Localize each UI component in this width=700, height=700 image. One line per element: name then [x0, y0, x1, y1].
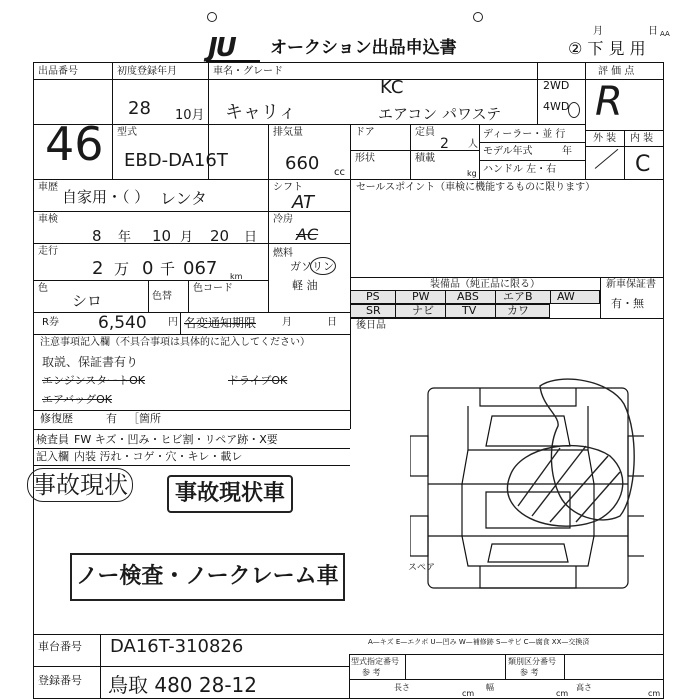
mileage-man: 2: [92, 258, 104, 279]
inspection-year: 8: [92, 227, 102, 245]
month-label: 月: [593, 26, 603, 37]
copy-label: ② 下 見 用: [568, 39, 646, 58]
repair-history-value: 有: [106, 412, 117, 425]
mileage-unit: km: [230, 272, 243, 281]
displacement-label: 排気量: [273, 127, 303, 138]
note-line-3: ドライブOK: [228, 374, 288, 387]
load-label: 積載: [415, 153, 435, 164]
type-reference-label: 参 考: [362, 668, 381, 677]
aircon-value: AC: [296, 225, 319, 244]
dealer-parallel-label: ディーラー・並 行: [483, 129, 566, 140]
registration-value: 鳥取 480 28-12: [108, 673, 258, 697]
height-unit: cm: [648, 689, 661, 698]
width-label: 幅: [486, 683, 494, 692]
warranty-value: 有・無: [611, 297, 644, 310]
model-year-unit: 年: [562, 146, 572, 157]
sales-point-label: セールスポイント（車検に機能するものに限ります）: [356, 182, 596, 193]
logo: JU: [208, 33, 235, 63]
mileage-man-unit: 万: [114, 260, 130, 278]
repair-history-place: ［箇所: [128, 412, 161, 425]
usage-label: 車歴: [38, 182, 58, 193]
fuel-gasoline-circle: [310, 257, 336, 275]
notes-label: 注意事項記入欄（不具合事項は具体的に記入してください）: [40, 337, 310, 348]
repair-history-label: 修復歴: [40, 412, 73, 425]
day-label: 日: [648, 26, 658, 37]
model-value: EBD-DA16T: [124, 150, 228, 171]
inspection-label: 車検: [38, 214, 58, 225]
inspection-month: 10: [152, 227, 172, 245]
drive-circle: [568, 102, 580, 118]
class-designation-label: 類別区分番号: [508, 657, 556, 666]
accessories-label: 後日品: [356, 320, 386, 331]
first-registration-month: 10月: [175, 108, 205, 123]
car-name: キャリィ: [225, 102, 297, 123]
equipment-ps: PS: [366, 290, 380, 303]
recycle-unit: 円: [168, 317, 178, 328]
drive-4wd: 4WD: [543, 100, 570, 113]
model-label: 型式: [117, 127, 137, 138]
doors-label: ドア: [355, 127, 375, 138]
recycle-value: 6,540: [98, 313, 147, 333]
usage-value: 自家用・（ ）: [62, 188, 150, 206]
color-code-label: 色コード: [193, 283, 233, 294]
handle-label: ハンドル 左・右: [483, 164, 557, 175]
capacity-value: 2: [440, 136, 449, 152]
accident-handwritten: 事故現状: [27, 468, 133, 502]
equipment-sr: SR: [366, 304, 381, 317]
mileage-sen-unit: 千: [160, 260, 176, 278]
warranty-label: 新車保証書: [606, 279, 656, 290]
inspection-day: 20: [210, 227, 230, 245]
class-reference-label: 参 考: [520, 668, 539, 677]
equipment-navi: ナビ: [412, 304, 434, 317]
mileage-rest: 067: [183, 258, 218, 279]
fuel-gasoline: ガソリン: [290, 260, 334, 273]
repaint-label: 色替: [152, 291, 172, 302]
aa-label: AA: [660, 30, 670, 38]
first-registration-label: 初度登録年月: [117, 66, 177, 77]
no-inspection-stamp: ノー検査・ノークレーム車: [70, 553, 345, 601]
note-line-2: エンジンスタートOK: [42, 374, 145, 387]
accident-stamp: 事故現状車: [167, 475, 293, 513]
equipment-leather: カワ: [507, 304, 529, 317]
equipment-tv: TV: [462, 304, 477, 317]
first-registration-year: 28: [128, 98, 151, 119]
registration-label: 登録番号: [38, 674, 82, 687]
displacement-value: 660: [285, 153, 320, 174]
name-change-day: 日: [327, 317, 337, 328]
car-name-label: 車名・グレード: [213, 66, 283, 77]
spare-label: スペア: [408, 563, 436, 573]
length-unit: cm: [462, 689, 475, 698]
model-year-label: モデル年式: [483, 146, 533, 157]
inspection-month-unit: 月: [180, 230, 194, 245]
punch-hole-left: [207, 12, 217, 22]
inspection-day-unit: 日: [244, 230, 258, 245]
fuel-light-oil: 軽 油: [292, 279, 318, 292]
equipment-abs: ABS: [457, 290, 479, 303]
lot-number: 46: [45, 117, 104, 171]
equipment-label: 装備品（純正品に限る）: [430, 279, 540, 290]
inspector-line-1: FW キズ・凹み・ヒビ割・リペア跡・X要: [74, 433, 278, 446]
type-designation-label: 型式指定番号: [351, 657, 399, 666]
shift-label: シフト: [273, 182, 303, 193]
entry-label: 記入欄: [36, 450, 69, 463]
equipment-pw: PW: [412, 290, 430, 303]
inspector-label: 検査員: [36, 433, 69, 446]
rating-label: 評 価 点: [598, 66, 635, 77]
height-label: 高さ: [576, 683, 592, 692]
rating-value: R: [595, 79, 623, 125]
load-unit: kg: [467, 169, 477, 178]
mileage-label: 走行: [38, 246, 58, 257]
exterior-label: 外 装: [593, 133, 617, 144]
shape-label: 形状: [355, 153, 375, 164]
length-label: 長さ: [394, 683, 410, 692]
punch-hole-right: [473, 12, 483, 22]
car-grade: KC: [380, 77, 404, 98]
chassis-value: DA16T-310826: [110, 636, 244, 657]
usage-handwritten: レンタ: [160, 189, 207, 208]
diagram-legend: A—キズ E—エクボ U—凹み W—補修跡 S—サビ C—腐食 XX—交換済: [368, 638, 590, 646]
width-unit: cm: [556, 689, 569, 698]
name-change-month: 月: [282, 317, 292, 328]
lot-label: 出品番号: [38, 66, 78, 77]
equipment-airbag: エアB: [503, 290, 533, 303]
interior-label: 内 装: [630, 133, 654, 144]
car-damage-diagram: [410, 376, 644, 596]
color-value: シロ: [72, 292, 103, 310]
shift-value: AT: [292, 192, 314, 213]
interior-value: C: [635, 152, 651, 177]
capacity-label: 定員: [415, 127, 435, 138]
color-label: 色: [38, 283, 48, 294]
inspection-year-unit: 年: [118, 230, 132, 245]
mileage-sen: 0: [142, 258, 154, 279]
name-change-label: 名変通知期限: [184, 316, 257, 330]
capacity-unit: 人: [468, 139, 478, 150]
note-line-1: 取説、保証書有り: [42, 355, 139, 369]
chassis-label: 車台番号: [38, 640, 82, 653]
inspector-line-2: 内装 汚れ・コゲ・穴・キレ・載レ: [74, 450, 243, 463]
equipment-aw: AW: [557, 290, 575, 303]
recycle-label: R券: [42, 317, 59, 328]
fuel-label: 燃料: [273, 248, 293, 259]
note-line-4: エアバッグOK: [42, 393, 112, 406]
form-title: オークション出品申込書: [270, 38, 457, 58]
car-grade-note: エアコン パワステ: [378, 105, 502, 123]
aircon-label: 冷房: [273, 214, 293, 225]
displacement-unit: cc: [334, 167, 345, 178]
drive-2wd: 2WD: [543, 79, 570, 92]
